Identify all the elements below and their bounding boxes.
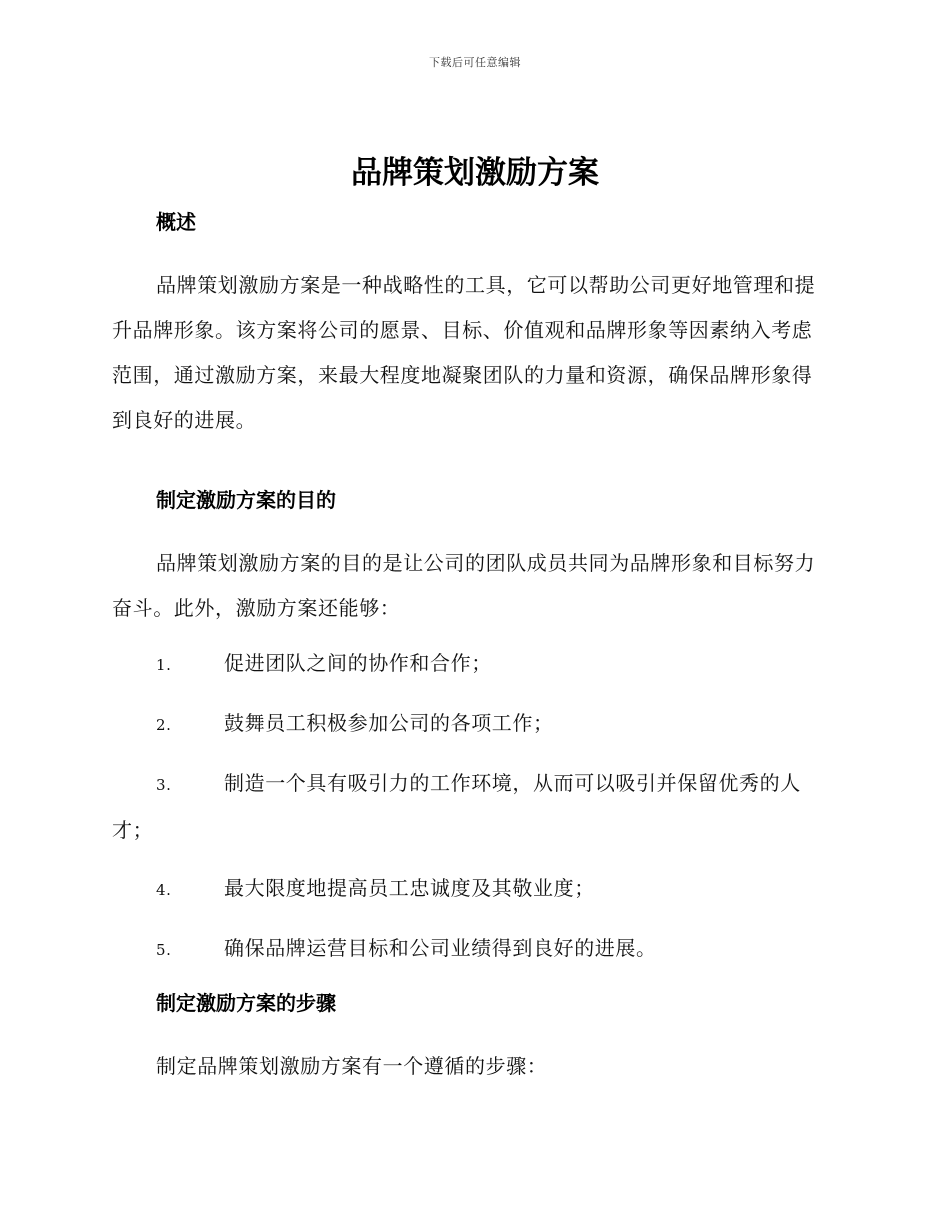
list-item-text: 确保品牌运营目标和公司业绩得到良好的进展。 — [224, 936, 657, 960]
list-item-number: 4. — [156, 881, 172, 899]
section-heading-purpose: 制定激励方案的目的 — [156, 488, 336, 512]
list-item-number: 2. — [156, 716, 172, 734]
section-heading-steps: 制定激励方案的步骤 — [156, 991, 336, 1015]
list-item-text: 鼓舞员工积极参加公司的各项工作； — [224, 711, 554, 735]
list-item-text: 促进团队之间的协作和合作； — [224, 651, 492, 675]
header-note: 下载后可任意编辑 — [429, 56, 521, 69]
overview-paragraph: 品牌策划激励方案是一种战略性的工具，它可以帮助公司更好地管理和提升品牌形象。该方案将公司的愿景、目标、价值观和品牌形象等因素纳入考虑范围，通过激励方案，来最大程度地凝聚团队的力量和资源，确保品牌形象得到良好的进展。 — [112, 273, 816, 432]
document-body — [112, 205, 832, 1089]
list-item — [112, 926, 832, 973]
purpose-list — [112, 641, 832, 973]
list-item-text: 制造一个具有吸引力的工作环境，从而可以吸引并保留优秀的人才； — [112, 771, 801, 842]
list-item-number: 3. — [156, 776, 172, 794]
list-item-number: 1. — [156, 656, 172, 674]
list-item-number: 5. — [156, 941, 172, 959]
purpose-paragraph: 品牌策划激励方案的目的是让公司的团队成员共同为品牌形象和目标努力奋斗。此外，激励方案还能够： — [112, 551, 816, 620]
list-item-text: 最大限度地提高员工忠诚度及其敬业度； — [224, 876, 595, 900]
steps-paragraph: 制定品牌策划激励方案有一个遵循的步骤： — [156, 1054, 548, 1078]
list-item — [112, 866, 832, 913]
page-title: 品牌策划激励方案 — [351, 155, 599, 191]
list-item — [112, 761, 832, 853]
section-heading-overview: 概述 — [156, 210, 196, 234]
list-item — [112, 701, 832, 748]
list-item — [112, 641, 832, 688]
